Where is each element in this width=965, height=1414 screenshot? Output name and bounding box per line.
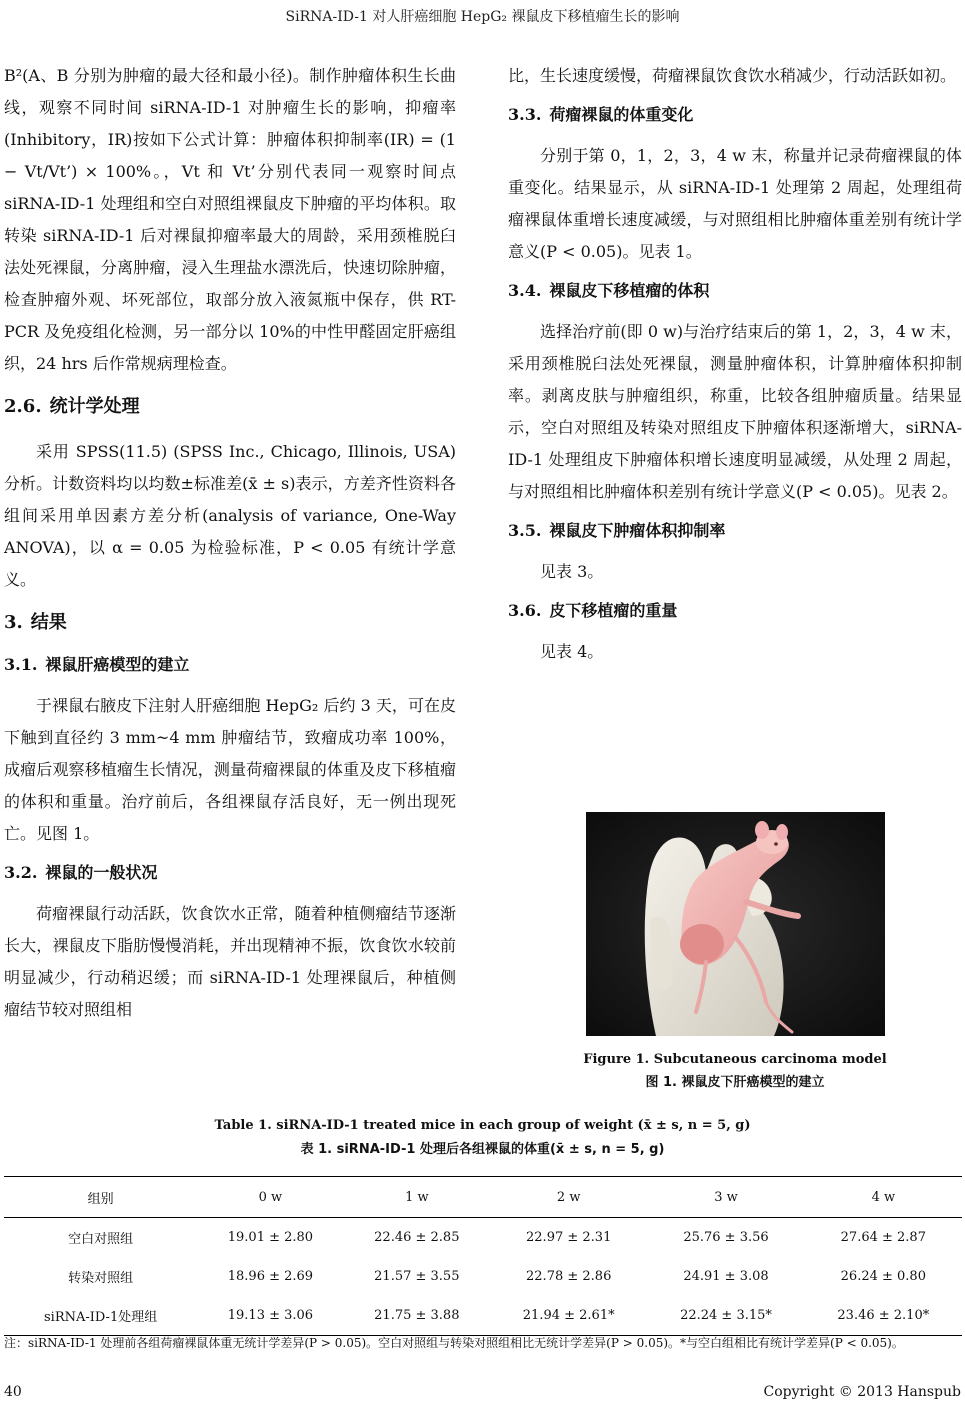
table-caption-en: Table 1. siRNA-ID-1 treated mice in each group of weight (x̄ ± s, n = 5, g) bbox=[214, 1118, 751, 1133]
table-cell: 空白对照组 bbox=[68, 1232, 134, 1247]
column-header: 3 w bbox=[714, 1189, 738, 1205]
section-heading-3 bbox=[4, 610, 456, 636]
section-heading-3-3 bbox=[508, 102, 962, 128]
table-cell: 24.91 ± 3.08 bbox=[683, 1269, 769, 1284]
figure-caption-en: Figure 1. Subcutaneous carcinoma model bbox=[583, 1052, 887, 1067]
paragraph: 采用 SPSS(11.5) (SPSS Inc., Chicago, Illinois, USA)分析。计数资料均以均数±标准差(x̄ ± s)表示，方差齐性资料各组间采用单因素方差分析(analysis of variance, One-Way ANOVA)，以 α = 0.05 为检验标准，P < 0.05 有统计学意义。 bbox=[4, 442, 456, 589]
table-cell: 转染对照组 bbox=[68, 1271, 134, 1286]
running-head: SiRNA-ID-1 对人肝癌细胞 HepG₂ 裸鼠皮下移植瘤生长的影响 bbox=[285, 9, 680, 25]
section-heading-3-1 bbox=[4, 652, 456, 678]
table-cell: siRNA-ID-1处理组 bbox=[43, 1310, 158, 1325]
section-number: 3. bbox=[4, 612, 23, 633]
section-number: 3.5. bbox=[508, 521, 542, 540]
section-number: 3.2. bbox=[4, 863, 38, 882]
column-header: 4 w bbox=[871, 1189, 896, 1205]
table-cell: 19.01 ± 2.80 bbox=[227, 1230, 314, 1245]
table-cell: 22.46 ± 2.85 bbox=[374, 1230, 460, 1245]
paragraph: 分别于第 0，1，2，3，4 w 末，称量并记录荷瘤裸鼠的体重变化。结果显示，从 siRNA-ID-1 处理第 2 周起，处理组荷瘤裸鼠体重增长速度减缓，与对照组相比肿瘤体重差别有统计学意义(P < 0.05)。见表 1。 bbox=[508, 146, 962, 261]
table-cell: 25.76 ± 3.56 bbox=[683, 1230, 769, 1245]
left-column bbox=[4, 60, 456, 1036]
table-row bbox=[4, 1296, 962, 1336]
table-cell: 22.97 ± 2.31 bbox=[526, 1230, 612, 1245]
section-number: 2.6. bbox=[4, 396, 42, 417]
section-heading-3-4 bbox=[508, 278, 962, 304]
column-header: 0 w bbox=[258, 1189, 283, 1205]
table-note: 注：siRNA-ID-1 处理前各组荷瘤裸鼠体重无统计学差异(P > 0.05)。空白对照组与转染对照组相比无统计学差异(P > 0.05)。*与空白组相比有统计学差异(P < 0.05)。 bbox=[4, 1336, 904, 1350]
copyright: Copyright © 2013 Hanspub bbox=[763, 1384, 961, 1400]
section-title: 皮下移植瘤的重量 bbox=[549, 601, 678, 620]
table-cell: 22.78 ± 2.86 bbox=[526, 1269, 612, 1284]
section-title: 统计学处理 bbox=[49, 396, 140, 417]
mouse-in-glove-illustration bbox=[586, 812, 885, 1036]
table-row bbox=[4, 1218, 962, 1258]
section-heading-3-5 bbox=[508, 518, 962, 544]
section-title: 裸鼠肝癌模型的建立 bbox=[45, 655, 190, 674]
table-row bbox=[4, 1257, 962, 1296]
section-number: 3.4. bbox=[508, 281, 542, 300]
figure-nude-mouse-photo bbox=[586, 812, 885, 1036]
table-cell: 23.46 ± 2.10* bbox=[837, 1308, 930, 1323]
table-cell: 22.24 ± 3.15* bbox=[680, 1308, 772, 1323]
right-column bbox=[508, 60, 962, 678]
table-cell: 18.96 ± 2.69 bbox=[227, 1269, 314, 1284]
figure-caption-zh: 图 1. 裸鼠皮下肝癌模型的建立 bbox=[645, 1075, 825, 1090]
table-cell: 21.94 ± 2.61* bbox=[522, 1308, 615, 1323]
section-number: 3.6. bbox=[508, 601, 542, 620]
section-number: 3.3. bbox=[508, 105, 542, 124]
section-title: 结果 bbox=[30, 612, 67, 633]
section-title: 裸鼠的一般状况 bbox=[45, 863, 158, 882]
section-number: 3.1. bbox=[4, 655, 38, 674]
paragraph: 比，生长速度缓慢，荷瘤裸鼠饮食饮水稍减少，行动活跃如初。 bbox=[508, 66, 957, 85]
section-heading-3-6 bbox=[508, 598, 962, 624]
table-cell: 21.57 ± 3.55 bbox=[374, 1269, 460, 1284]
section-heading-2-6 bbox=[4, 394, 456, 420]
column-header: 2 w bbox=[556, 1189, 581, 1205]
column-header: 1 w bbox=[405, 1189, 429, 1205]
section-title: 裸鼠皮下肿瘤体积抑制率 bbox=[549, 521, 726, 540]
section-title: 裸鼠皮下移植瘤的体积 bbox=[549, 281, 710, 300]
column-header: 组别 bbox=[87, 1191, 114, 1207]
table-cell: 21.75 ± 3.88 bbox=[374, 1308, 460, 1323]
table-cell: 26.24 ± 0.80 bbox=[840, 1269, 926, 1284]
paragraph: 于裸鼠右腋皮下注射人肝癌细胞 HepG₂ 后约 3 天，可在皮下触到直径约 3 mm~4 mm 肿瘤结节，致瘤成功率 100%，成瘤后观察移植瘤生长情况，测量荷瘤裸鼠的体重及皮下移植瘤的体积和重量。治疗前后，各组裸鼠存活良好，无一例出现死亡。见图 1。 bbox=[4, 696, 456, 843]
paragraph: 选择治疗前(即 0 w)与治疗结束后的第 1，2，3，4 w 末，采用颈椎脱臼法处死裸鼠，测量肿瘤体积，计算肿瘤体积抑制率。剥离皮肤与肿瘤组织，称重，比较各组肿瘤质量。结果显示，空白对照组及转染对照组皮下肿瘤体积逐渐增大，siRNA-ID-1 处理组皮下肿瘤体积增长速度明显减缓，从处理 2 周起，与对照组相比肿瘤体积差别有统计学意义(P < 0.05)。见表 2。 bbox=[508, 322, 962, 501]
paragraph: 见表 4。 bbox=[540, 642, 604, 661]
table-cell: 27.64 ± 2.87 bbox=[840, 1230, 926, 1245]
table-cell: 19.13 ± 3.06 bbox=[227, 1308, 314, 1323]
table-header-row bbox=[4, 1177, 962, 1218]
table-caption-zh: 表 1. siRNA-ID-1 处理后各组裸鼠的体重(x̄ ± s, n = 5, g) bbox=[300, 1142, 665, 1157]
weight-table bbox=[4, 1176, 962, 1336]
paragraph: 见表 3。 bbox=[540, 562, 604, 581]
paragraph: 荷瘤裸鼠行动活跃，饮食饮水正常，随着种植侧瘤结节逐渐长大，裸鼠皮下脂肪慢慢消耗，并出现精神不振，饮食饮水较前明显减少，行动稍迟缓；而 siRNA-ID-1 处理裸鼠后，种植侧瘤结节较对照组相 bbox=[4, 904, 456, 1019]
section-title: 荷瘤裸鼠的体重变化 bbox=[549, 105, 694, 124]
paragraph: B²(A、B 分别为肿瘤的最大径和最小径)。制作肿瘤体积生长曲线，观察不同时间 siRNA-ID-1 对肿瘤生长的影响，抑瘤率(Inhibitory，IR)按如下公式计算：肿瘤体积抑制率(IR) = (1 − Vt/Vt’) × 100%。，Vt 和 Vt’分别代表同一观察时间点 siRNA-ID-1 处理组和空白对照组裸鼠皮下肿瘤的平均体积。取转染 siRNA-ID-1 后对裸鼠抑瘤率最大的周龄，采用颈椎脱臼法处死裸鼠，分离肿瘤，浸入生理盐水漂洗后，快速切除肿瘤，检查肿瘤外观、坏死部位，取部分放入液氮瓶中保存，供 RT-PCR 及免疫组化检测，另一部分以 10%的中性甲醛固定肝癌组织，24 hrs 后作常规病理检查。 bbox=[4, 66, 456, 373]
page-number: 40 bbox=[4, 1384, 22, 1400]
section-heading-3-2 bbox=[4, 860, 456, 886]
